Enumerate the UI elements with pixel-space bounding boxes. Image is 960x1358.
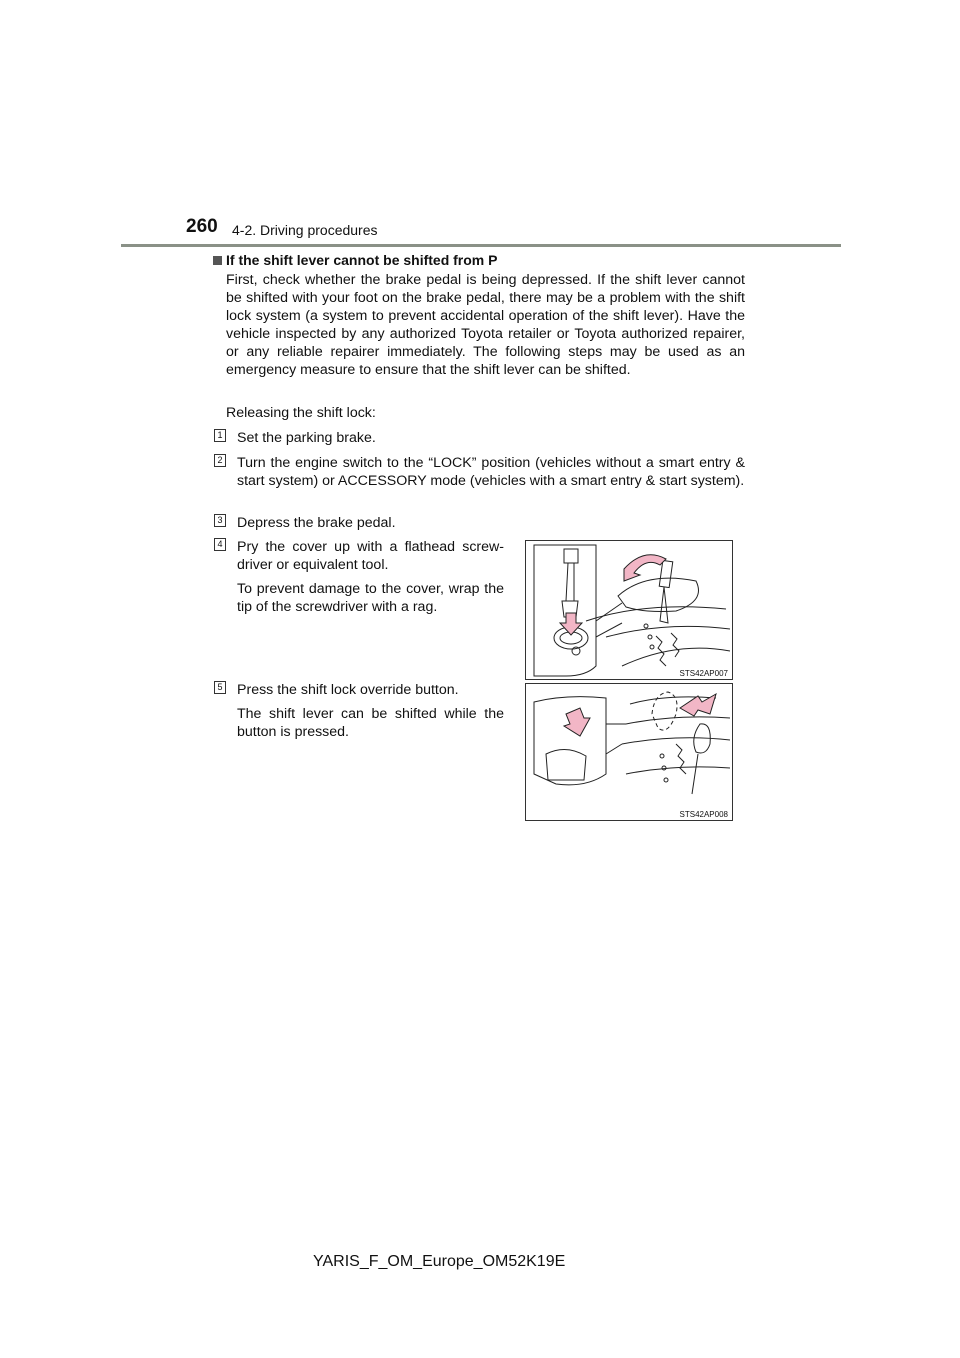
- intro-paragraph: First, check whether the brake pedal is being depressed. If the shift lever cannot be shifted with your foot on the brake pedal, there may be a problem with the shift lock system (a system to prevent accidental operation of the shift lever). Have the vehicle inspected by any authorized Toyota retailer or Toyota authorized repairer, or any reliable repairer immediately. The following steps may be used as an emergency measure to ensure that the shift lever can be shifted.: [226, 272, 745, 378]
- header-rule: [121, 244, 841, 247]
- step-2-text: Turn the engine switch to the “LOCK” position (vehicles without a smart entry & start system) or ACCESSORY mode (vehicles with a smart entry & start system).: [237, 455, 745, 489]
- step-number-4: 4: [214, 538, 226, 551]
- step-number-5: 5: [214, 681, 226, 694]
- step-5-text: Press the shift lock override button.: [237, 682, 459, 698]
- section-heading: [213, 252, 497, 268]
- step-1-text: Set the parking brake.: [237, 430, 376, 446]
- page-number: 260: [186, 216, 218, 237]
- pry-cover-illustration: [526, 541, 732, 679]
- step-5-note: The shift lever can be shifted while the button is pressed.: [237, 706, 504, 740]
- footer-document-id: YARIS_F_OM_Europe_OM52K19E: [313, 1253, 566, 1270]
- figure-pry-cover: [525, 540, 733, 680]
- heading-text: If the shift lever cannot be shifted from P: [226, 252, 498, 268]
- step-number-3: 3: [214, 514, 226, 527]
- step-4-note: To prevent damage to the cover, wrap the tip of the screwdriver with a rag.: [237, 581, 504, 615]
- square-bullet-icon: [213, 256, 222, 265]
- figure-code: STS42AP008: [679, 810, 728, 819]
- shift-lock-button-illustration: [526, 684, 732, 820]
- step-number-2: 2: [214, 454, 226, 467]
- release-label: Releasing the shift lock:: [226, 405, 376, 421]
- step-number-1: 1: [214, 429, 226, 442]
- step-3-text: Depress the brake pedal.: [237, 515, 396, 531]
- step-4-text: Pry the cover up with a flathead screw-driver or equivalent tool.: [237, 539, 504, 573]
- figure-shift-lock-button: [525, 683, 733, 821]
- section-title: 4-2. Driving procedures: [232, 222, 378, 238]
- figure-code: STS42AP007: [679, 669, 728, 678]
